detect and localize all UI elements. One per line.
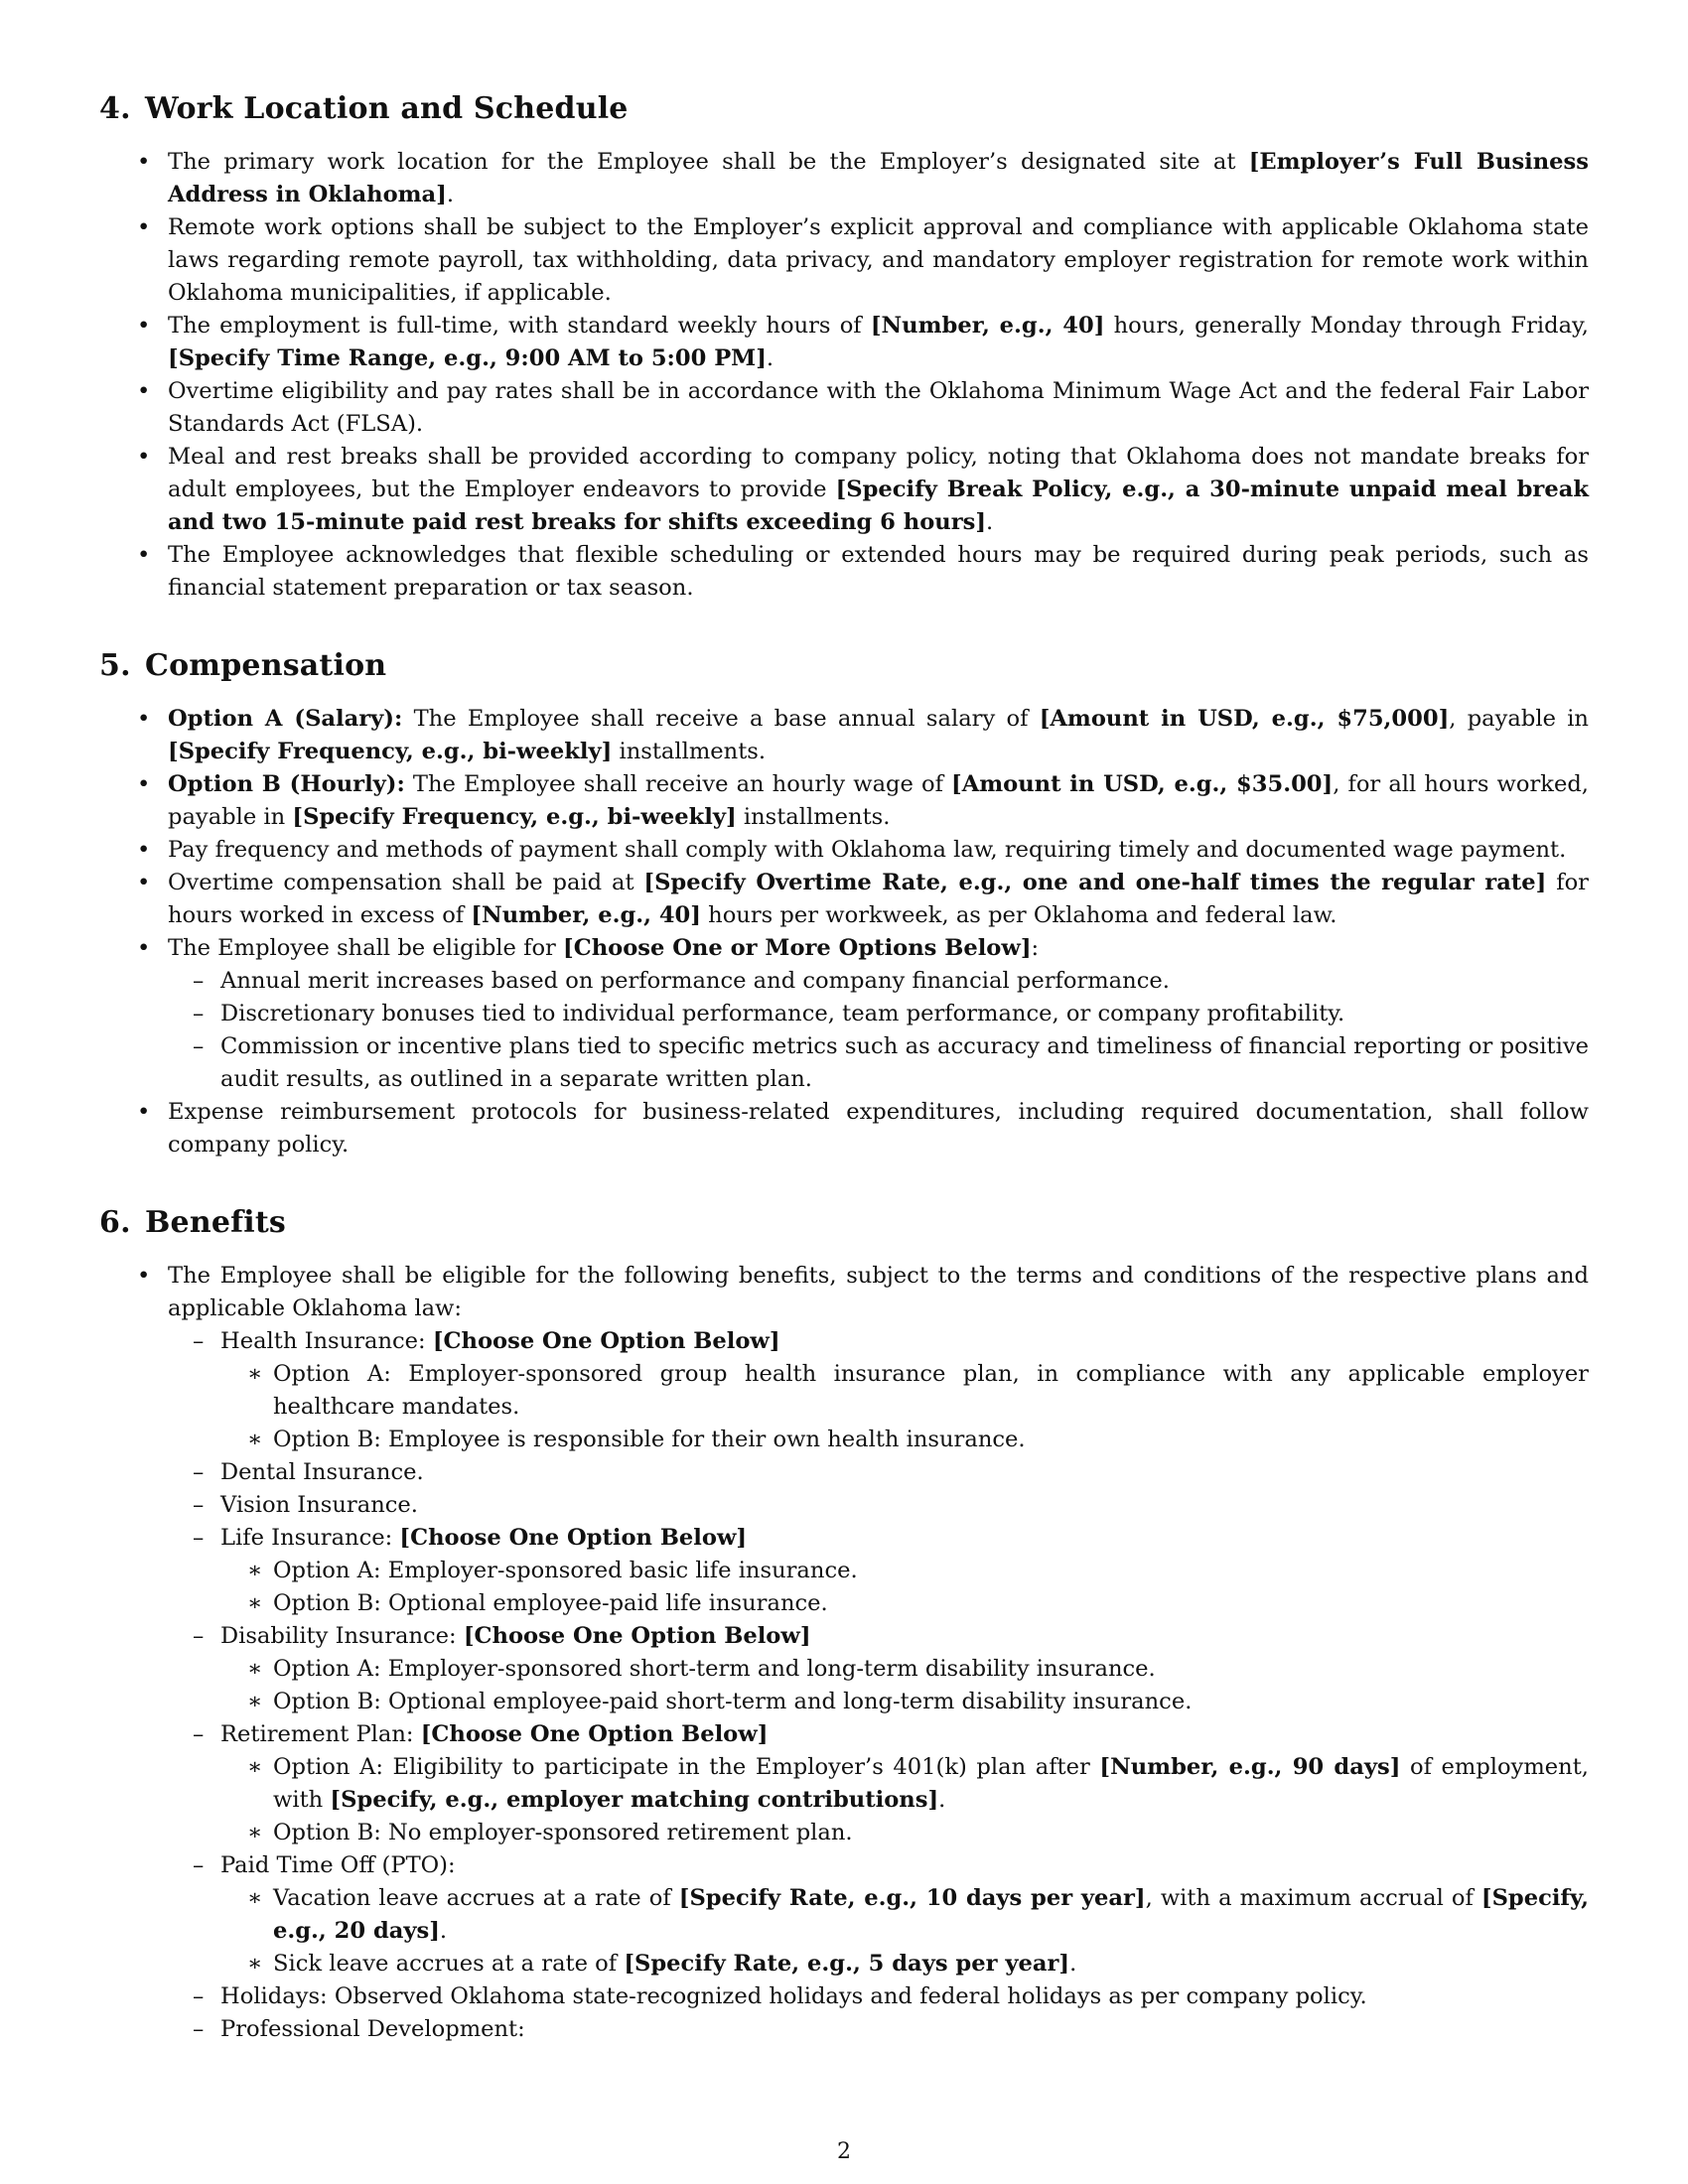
sub-list-item: – Annual merit increases based on performance and company financial performance. (160, 965, 1589, 998)
page-number: 2 (837, 2139, 851, 2164)
option-item: ∗ Option A: Eligibility to participate in the Employer’s 401(k) plan after [Number, e.g., 90 days] of employment, with [Specify, e.g., employer matching contributions]. (220, 1751, 1589, 1817)
list-item: • Remote work options shall be subject to the Employer’s explicit approval and compliance with applicable Oklahoma state laws regarding remote payroll, tax withholding, data privacy, and mandatory employer registration for remote work within Oklahoma municipalities, if applicable. (99, 211, 1589, 310)
section-heading: 4. Work Location and Schedule (99, 91, 629, 126)
sub-list-item: – Disability Insurance: [Choose One Option Below] ∗ Option A: Employer-sponsored short-term and long-term disability insurance. ∗ Option B: Optional employee-paid short-term and long-term disability insurance. (160, 1620, 1589, 1718)
bullet-list (99, 1260, 1589, 2046)
list-item: • Option A (Salary): The Employee shall receive a base annual salary of [Amount in USD, e.g., $75,000], payable in [Specify Frequency, e.g., bi-weekly] installments. (99, 703, 1589, 768)
sub-list-item: – Dental Insurance. (160, 1456, 1589, 1489)
option-item: ∗ Option A: Employer-sponsored basic life insurance. (220, 1555, 1589, 1587)
option-list (220, 1751, 1589, 1849)
sub-list-item: – Health Insurance: [Choose One Option Below] ∗ Option A: Employer-sponsored group health insurance plan, in compliance with any applicable employer healthcare mandates. ∗ Option B: Employee is responsible for their own health insurance. (160, 1325, 1589, 1456)
document-page (99, 91, 1589, 2090)
sub-list-item: – Life Insurance: [Choose One Option Below] ∗ Option A: Employer-sponsored basic life insurance. ∗ Option B: Optional employee-paid life insurance. (160, 1522, 1589, 1620)
list-item: • Meal and rest breaks shall be provided according to company policy, noting that Oklahoma does not mandate breaks for adult employees, but the Employer endeavors to provide [Specify Break Policy, e.g., a 30-minute unpaid meal break and two 15-minute paid rest breaks for shifts exceeding 6 hours]. (99, 441, 1589, 539)
option-item: ∗ Vacation leave accrues at a rate of [Specify Rate, e.g., 10 days per year], with a maximum accrual of [Specify, e.g., 20 days]. (220, 1882, 1589, 1948)
sub-list-item: – Professional Development: (160, 2013, 1589, 2046)
list-item: • The primary work location for the Employee shall be the Employer’s designated site at [Employer’s Full Business Address in Oklahoma]. (99, 146, 1589, 211)
option-item: ∗ Sick leave accrues at a rate of [Specify Rate, e.g., 5 days per year]. (220, 1948, 1589, 1980)
option-item: ∗ Option B: No employer-sponsored retirement plan. (220, 1817, 1589, 1849)
list-item: • The Employee acknowledges that flexible scheduling or extended hours may be required during peak periods, such as financial statement preparation or tax season. (99, 539, 1589, 605)
sub-list-item: – Vision Insurance. (160, 1489, 1589, 1522)
list-item: • The Employee shall be eligible for the following benefits, subject to the terms and conditions of the respective plans and applicable Oklahoma law: – Health Insurance: [Choose One Option Below] ∗ Option A: Employer-sponsored group health insurance plan, in compliance with any applicable employer healthcare mandates. ∗ Option B: Employee is responsible for their own health insurance. – Dental Insurance. – Vision Insurance. – Life Insurance: [Choose One Option Below] ∗ Option A: Employer-sponsored basic life insurance. ∗ Option B: Optional employee-paid life insurance. – Disability Insurance: [Choose One Option Below] ∗ Option A: Employer-sponsored short-term and long-term disability insurance. ∗ Option B: Optional employee-paid short-term and long-term disability insurance. – Retirement Plan: [Choose One Option Below] ∗ Option A: Eligibility to participate in the Employer’s 401(k) plan after [Number, e.g., 90 days] of employment, with [Specify, e.g., employer matching contributions]. ∗ Option B: No employer-sponsored retirement plan. – Paid Time Off (PTO): ∗ Vacation leave accrues at a rate of [Specify Rate, e.g., 10 days per year], with a maximum accrual of [Specify, e.g., 20 days]. ∗ Sick leave accrues at a rate of [Specify Rate, e.g., 5 days per year]. – Holidays: Observed Oklahoma state-recognized holidays and federal holidays as per company policy. – Professional Development: (99, 1260, 1589, 2046)
option-item: ∗ Option A: Employer-sponsored short-term and long-term disability insurance. (220, 1653, 1589, 1686)
sub-list-item: – Retirement Plan: [Choose One Option Below] ∗ Option A: Eligibility to participate in the Employer’s 401(k) plan after [Number, e.g., 90 days] of employment, with [Specify, e.g., employer matching contributions]. ∗ Option B: No employer-sponsored retirement plan. (160, 1718, 1589, 1849)
option-list (220, 1882, 1589, 1980)
list-item: • Overtime compensation shall be paid at [Specify Overtime Rate, e.g., one and one-half times the regular rate] for hours worked in excess of [Number, e.g., 40] hours per workweek, as per Oklahoma and federal law. (99, 867, 1589, 932)
section-compensation (99, 648, 1589, 1161)
list-item: • Option B (Hourly): The Employee shall receive an hourly wage of [Amount in USD, e.g., $35.00], for all hours worked, payable in [Specify Frequency, e.g., bi-weekly] installments. (99, 768, 1589, 834)
bullet-list (99, 146, 1589, 605)
list-item: • Overtime eligibility and pay rates shall be in accordance with the Oklahoma Minimum Wage Act and the federal Fair Labor Standards Act (FLSA). (99, 375, 1589, 441)
bullet-list (99, 703, 1589, 1161)
section-heading: 6. Benefits (99, 1205, 286, 1240)
list-item: • Pay frequency and methods of payment shall comply with Oklahoma law, requiring timely and documented wage payment. (99, 834, 1589, 867)
option-item: ∗ Option B: Optional employee-paid short-term and long-term disability insurance. (220, 1686, 1589, 1718)
option-list (220, 1358, 1589, 1456)
list-item: • The employment is full-time, with standard weekly hours of [Number, e.g., 40] hours, generally Monday through Friday, [Specify Time Range, e.g., 9:00 AM to 5:00 PM]. (99, 310, 1589, 375)
list-item: • The Employee shall be eligible for [Choose One or More Options Below]: – Annual merit increases based on performance and company financial performance. – Discretionary bonuses tied to individual performance, team performance, or company profitability. – Commission or incentive plans tied to specific metrics such as accuracy and timeliness of financial reporting or positive audit results, as outlined in a separate written plan. (99, 932, 1589, 1096)
section-work-location (99, 91, 1589, 605)
sub-list-item: – Commission or incentive plans tied to specific metrics such as accuracy and timeliness of financial reporting or positive audit results, as outlined in a separate written plan. (160, 1030, 1589, 1096)
section-heading: 5. Compensation (99, 648, 387, 683)
section-benefits (99, 1205, 1589, 2046)
option-list (220, 1653, 1589, 1718)
sub-list-item: – Discretionary bonuses tied to individual performance, team performance, or company profitability. (160, 998, 1589, 1030)
list-item: • Expense reimbursement protocols for business-related expenditures, including required documentation, shall follow company policy. (99, 1096, 1589, 1161)
option-item: ∗ Option A: Employer-sponsored group health insurance plan, in compliance with any applicable employer healthcare mandates. (220, 1358, 1589, 1424)
option-item: ∗ Option B: Employee is responsible for their own health insurance. (220, 1424, 1589, 1456)
sub-list (168, 965, 1589, 1096)
sub-list-item: – Paid Time Off (PTO): ∗ Vacation leave accrues at a rate of [Specify Rate, e.g., 10 days per year], with a maximum accrual of [Specify, e.g., 20 days]. ∗ Sick leave accrues at a rate of [Specify Rate, e.g., 5 days per year]. (160, 1849, 1589, 1980)
sub-list-item: – Holidays: Observed Oklahoma state-recognized holidays and federal holidays as per company policy. (160, 1980, 1589, 2013)
option-item: ∗ Option B: Optional employee-paid life insurance. (220, 1587, 1589, 1620)
sub-list (168, 1325, 1589, 2046)
option-list (220, 1555, 1589, 1620)
